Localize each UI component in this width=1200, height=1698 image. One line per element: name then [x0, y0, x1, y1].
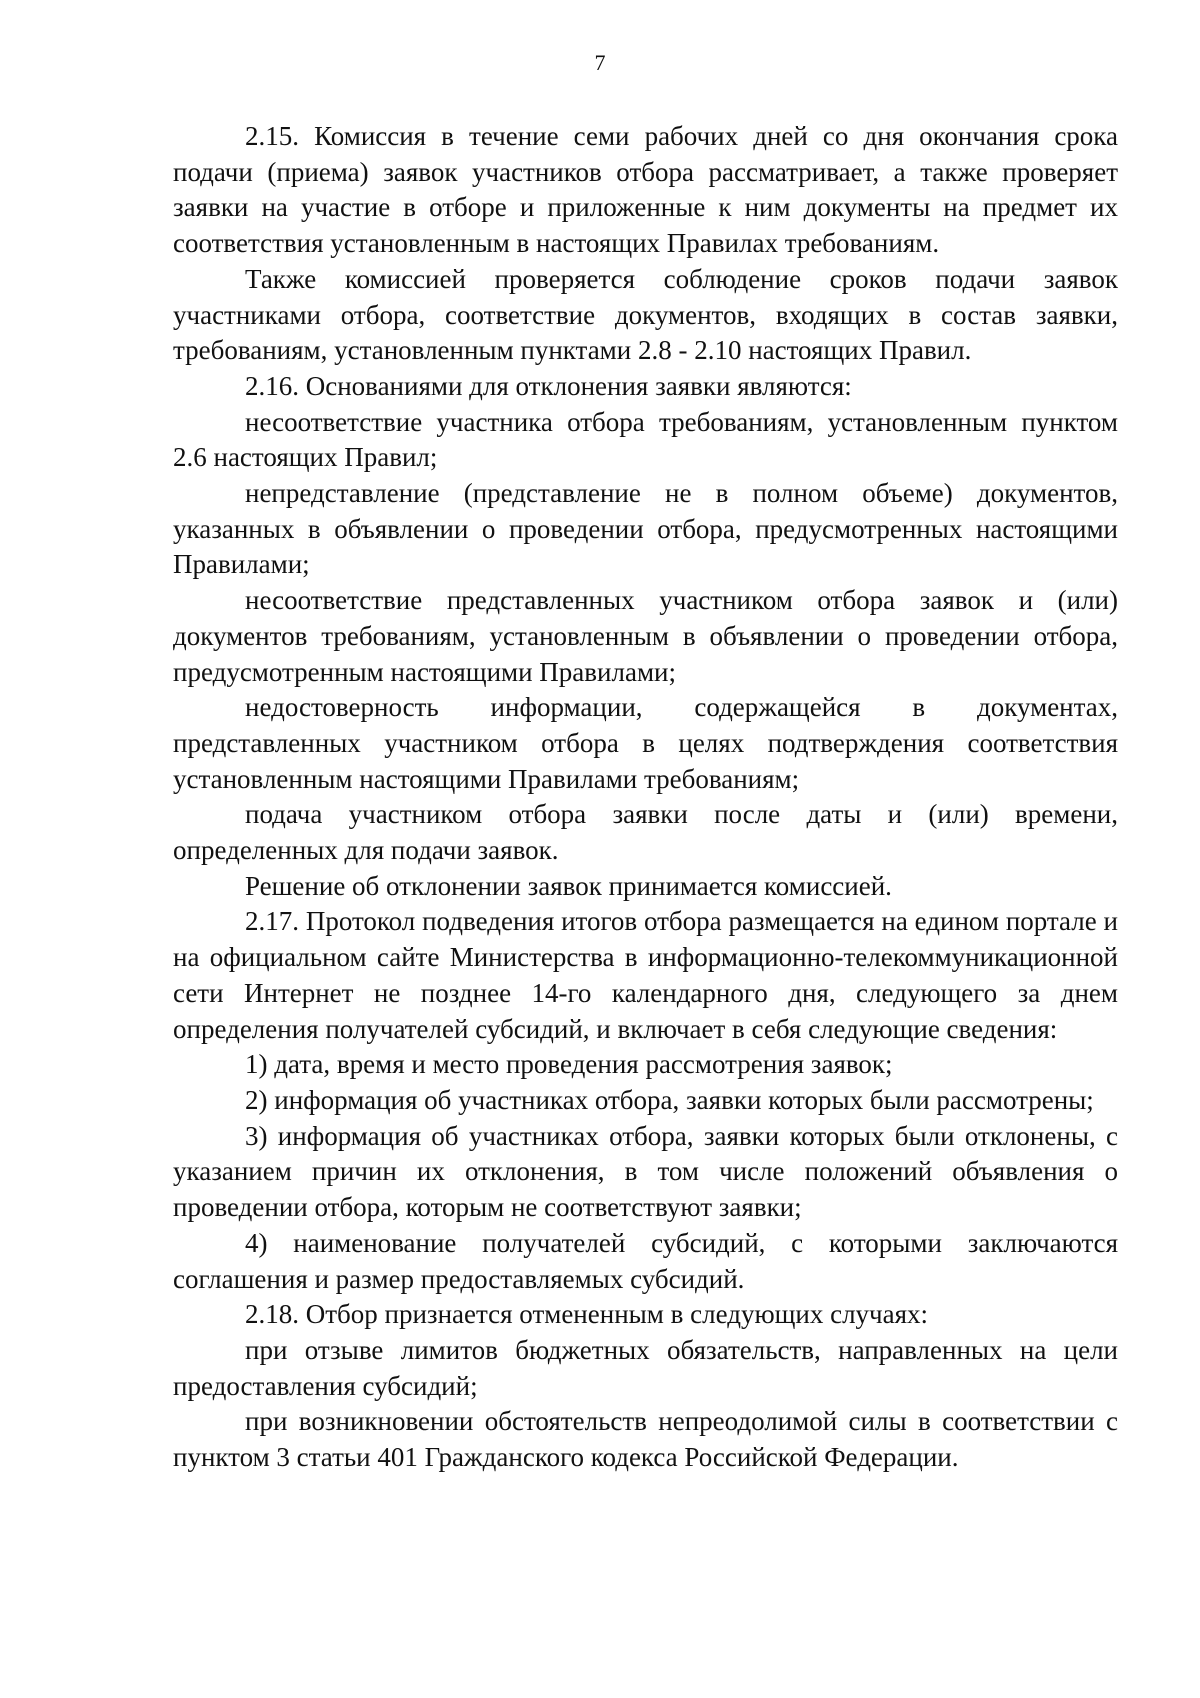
- paragraph-2-16: 2.16. Основаниями для отклонения заявки являются:: [245, 370, 852, 401]
- protocol-item-2: 2) информация об участниках отбора, заявки которых были рассмотрены;: [245, 1084, 1094, 1115]
- document-body: [173, 119, 1118, 1476]
- rejection-reason-2: непредставление (представление не в полном объеме) документов, указанных в объявлении о проведении отбора, предусмотренных настоящими Правилами;: [173, 478, 1118, 580]
- paragraph-2-18: 2.18. Отбор признается отмененным в следующих случаях:: [245, 1299, 929, 1330]
- rejection-reason-5: подача участником отбора заявки после даты и (или) времени, определенных для подачи заявок.: [173, 799, 1118, 866]
- rejection-reason-3: несоответствие представленных участником отбора заявок и (или) документов требованиям, установленным в объявлении о проведении отбора, предусмотренным настоящими Правилами;: [173, 585, 1118, 687]
- protocol-item-3: 3) информация об участниках отбора, заявки которых были отклонены, с указанием причин их отклонения, в том числе положений объявления о проведении отбора, которым не соответствуют заявки;: [173, 1120, 1118, 1223]
- paragraph-2-15: 2.15. Комиссия в течение семи рабочих дней со дня окончания срока подачи (приема) заявок участников отбора рассматривает, а также проверяет заявки на участие в отборе и приложенные к ним документы на предмет их соответствия установленным в настоящих Правилах требованиям.: [173, 121, 1118, 259]
- rejection-reason-4: недостоверность информации, содержащейся в документах, представленных участником отбора в целях подтверждения соответствия установленным настоящими Правилами требованиям;: [173, 692, 1118, 794]
- protocol-item-1: 1) дата, время и место проведения рассмотрения заявок;: [245, 1049, 893, 1080]
- paragraph-commission-check: Также комиссией проверяется соблюдение сроков подачи заявок участниками отбора, соответствие документов, входящих в состав заявки, требованиям, установленным пунктами 2.8 - 2.10 настоящих Правил.: [173, 263, 1118, 366]
- paragraph-2-17: 2.17. Протокол подведения итогов отбора размещается на едином портале и на официальном сайте Министерства в информационно-телекоммуникационной сети Интернет не позднее 14-го календарного дня, следующего за днем определения получателей субсидий, и включает в себя следующие сведения:: [173, 906, 1118, 1044]
- cancellation-case-2: при возникновении обстоятельств непреодолимой силы в соответствии с пунктом 3 статьи 401 Гражданского кодекса Российской Федерации.: [173, 1406, 1118, 1473]
- cancellation-case-1: при отзыве лимитов бюджетных обязательств, направленных на цели предоставления субсидий;: [173, 1334, 1118, 1401]
- protocol-item-4: 4) наименование получателей субсидий, с которыми заключаются соглашения и размер предоставляемых субсидий.: [173, 1227, 1118, 1294]
- paragraph-rejection-decision: Решение об отклонении заявок принимается комиссией.: [245, 870, 892, 901]
- rejection-reason-1: несоответствие участника отбора требованиям, установленным пунктом 2.6 настоящих Правил;: [173, 406, 1118, 473]
- page-number: 7: [594, 50, 606, 75]
